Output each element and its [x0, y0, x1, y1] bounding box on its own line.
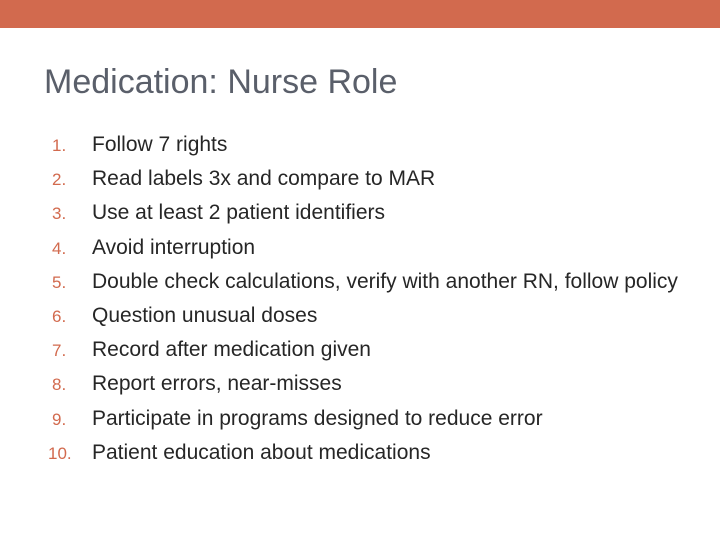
- list-item-number: 5.: [52, 272, 67, 292]
- slide-title: Medication: Nurse Role: [44, 63, 398, 101]
- list-item: [44, 436, 694, 470]
- list-item: [44, 128, 694, 162]
- list-item: [44, 299, 694, 333]
- numbered-list: [44, 128, 694, 470]
- list-item: [44, 333, 694, 367]
- list-item: [44, 162, 694, 196]
- list-item-text: Patient education about medications: [92, 440, 431, 464]
- list-item-text: Avoid interruption: [92, 235, 256, 259]
- list-item-number: 4.: [52, 238, 67, 258]
- list-item-number: 1.: [52, 136, 67, 155]
- list-item-number: 8.: [52, 375, 67, 395]
- list-item-text: Report errors, near-misses: [92, 372, 342, 396]
- list-item: [44, 231, 694, 265]
- list-item-number: 6.: [52, 307, 67, 327]
- list-item-text: Double check calculations, verify with another RN, follow policy: [92, 269, 678, 293]
- list-item-number: 2.: [52, 170, 67, 190]
- list-item: [44, 196, 694, 230]
- list-item-text: Question unusual doses: [92, 304, 318, 328]
- list-item-number: 7.: [52, 341, 67, 361]
- list-item-text: Use at least 2 patient identifiers: [92, 201, 385, 225]
- list-item-text: Read labels 3x and compare to MAR: [92, 167, 436, 191]
- list-item-text: Follow 7 rights: [92, 133, 228, 156]
- list-item: [44, 367, 694, 401]
- list-item-number: 3.: [52, 204, 67, 224]
- list-item-text: Record after medication given: [92, 338, 371, 362]
- list-item: [44, 265, 694, 299]
- list-item-number: 10.: [48, 443, 72, 463]
- list-item-text: Participate in programs designed to reduce error: [92, 406, 543, 430]
- top-accent-band: [0, 0, 720, 28]
- list-item-number: 9.: [52, 409, 67, 429]
- list-item: [44, 402, 694, 436]
